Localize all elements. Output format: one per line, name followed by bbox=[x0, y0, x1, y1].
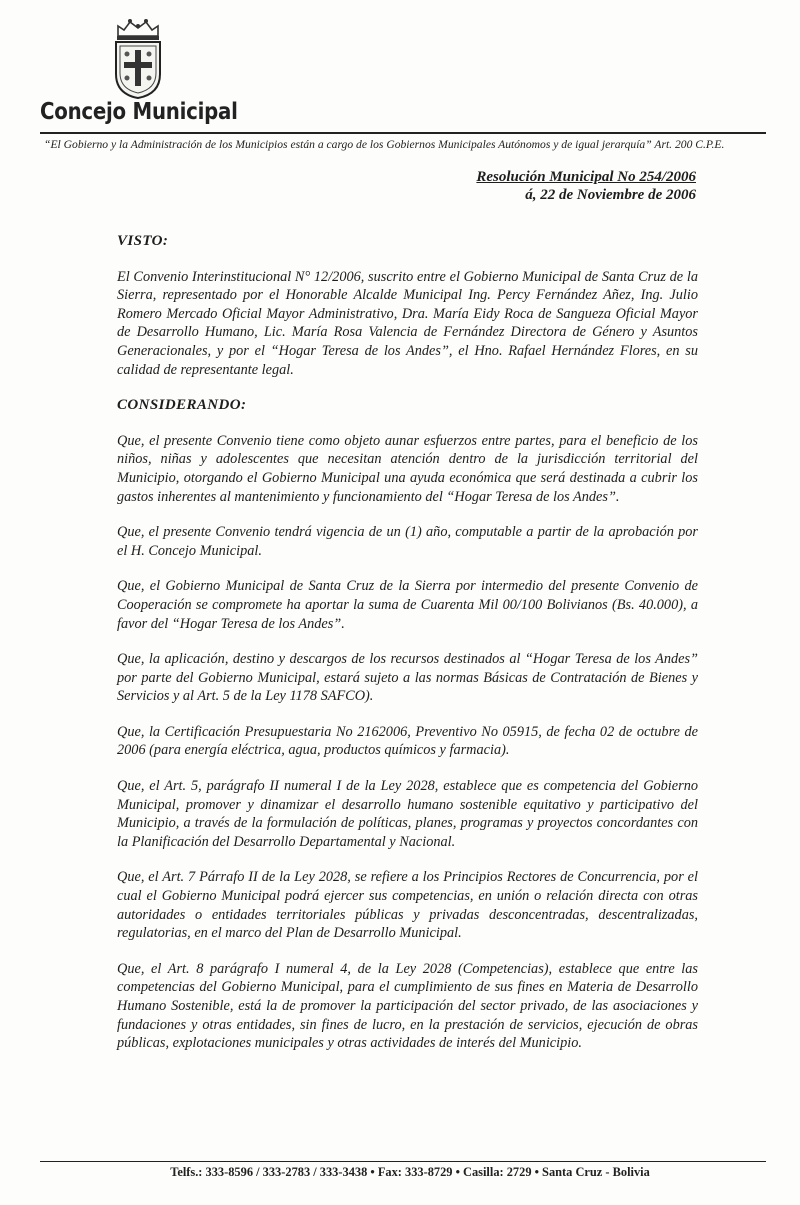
header-divider bbox=[40, 132, 766, 134]
considerando-paragraph: Que, la aplicación, destino y descargos de los recursos destinados al “Hogar Teresa de los Andes” por parte del Gobierno Municipal, estará sujeto a las normas Básicas de Contratación de Bienes y Servicios y al Art. 5 de la Ley 1178 SAFCO). bbox=[117, 651, 698, 705]
considerando-paragraph: Que, el Art. 7 Párrafo II de la Ley 2028, se refiere a los Principios Rectores de Concurrencia, por el cual el Gobierno Municipal podrá ejercer sus competencias, en unión o relación directa con otras autoridades o entidades territoriales públicas y privadas desconcentradas, descentralizadas, regulatorias, en el marco del Plan de Desarrollo Municipal. bbox=[117, 869, 698, 942]
constitution-motto: “El Gobierno y la Administración de los Municipios están a cargo de los Gobiernos Municipales Autónomos y de igual jerarquía” Art. 200 C.P.E. bbox=[44, 138, 725, 151]
considerando-paragraph: Que, el Art. 8 parágrafo I numeral 4, de la Ley 2028 (Competencias), establece que entre las competencias del Gobierno Municipal, para el cumplimiento de sus fines en Materia de Desarrollo Humano Sostenible, está la de promover la participación del sector privado, de las asociaciones y fundaciones y otras entidades, sin fines de lucro, en la prestación de servicios, ejecución de obras públicas, explotaciones municipales y otras actividades de interés del Municipio. bbox=[117, 960, 698, 1052]
considerando-paragraph: Que, el Gobierno Municipal de Santa Cruz de la Sierra por intermedio del presente Convenio de Cooperación se compromete ha aportar la suma de Cuarenta Mil 00/100 Bolivianos (Bs. 40.000), a favor del “Hogar Teresa de los Andes”. bbox=[117, 578, 698, 632]
scan-artifact bbox=[692, 28, 772, 42]
resolution-number: Resolución Municipal No 254/2006 bbox=[476, 169, 696, 185]
considerando-paragraph: Que, el presente Convenio tiene como objeto aunar esfuerzos entre partes, para el beneficio de los niños, niñas y adolescentes que necesitan atención dentro de la jurisdicción territorial del Municipio, otorgando el Gobierno Municipal una ayuda económica que será destinada a cubrir los gastos inherentes al mantenimiento y funcionamiento del “Hogar Teresa de los Andes”. bbox=[117, 432, 698, 505]
resolution-date: á, 22 de Noviembre de 2006 bbox=[525, 187, 696, 203]
considerando-paragraph: Que, el Art. 5, parágrafo II numeral I de la Ley 2028, establece que es competencia del Gobierno Municipal, promover y dinamizar el desarrollo humano sostenible equitativo y participativo del Municipio, a través de la formulación de políticas, planes, programas y proyectos concordantes con la Planificación del Desarrollo Departamental y Nacional. bbox=[117, 778, 698, 850]
resolution-block bbox=[476, 168, 696, 204]
considerando-heading: CONSIDERANDO: bbox=[117, 397, 247, 414]
visto-paragraph: El Convenio Interinstitucional N° 12/2006, suscrito entre el Gobierno Municipal de Santa Cruz de la Sierra, representado por el Honorable Alcalde Municipal Ing. Percy Fernández Añez, Ing. Julio Romero Mercado Oficial Mayor Administrativo, Dra. María Eidy Roca de Sangueza Oficial Mayor de Desarrollo Humano, Lic. María Rosa Valencia de Fernández Directora de Género y Asuntos Generacionales, y por el “Hogar Teresa de los Andes”, el Hno. Rafael Hernández Flores, en su calidad de representante legal. bbox=[117, 268, 698, 378]
considerando-paragraph: Que, la Certificación Presupuestaria No 2162006, Preventivo No 05915, de fecha 02 de octubre de 2006 (para energía eléctrica, agua, productos químicos y farmacia). bbox=[117, 723, 698, 759]
considerando-paragraph: Que, el presente Convenio tendrá vigencia de un (1) año, computable a partir de la aprobación por el H. Concejo Municipal. bbox=[117, 524, 698, 559]
document-body bbox=[117, 232, 698, 1070]
organization-name: Concejo Municipal bbox=[40, 99, 238, 125]
municipal-crest-logo bbox=[110, 16, 166, 100]
footer-divider bbox=[40, 1161, 766, 1162]
footer-contact: Telfs.: 333-8596 / 333-2783 / 333-3438 • Fax: 333-8729 • Casilla: 2729 • Santa Cruz - Bolivia bbox=[170, 1165, 650, 1179]
visto-heading: VISTO: bbox=[117, 233, 169, 249]
